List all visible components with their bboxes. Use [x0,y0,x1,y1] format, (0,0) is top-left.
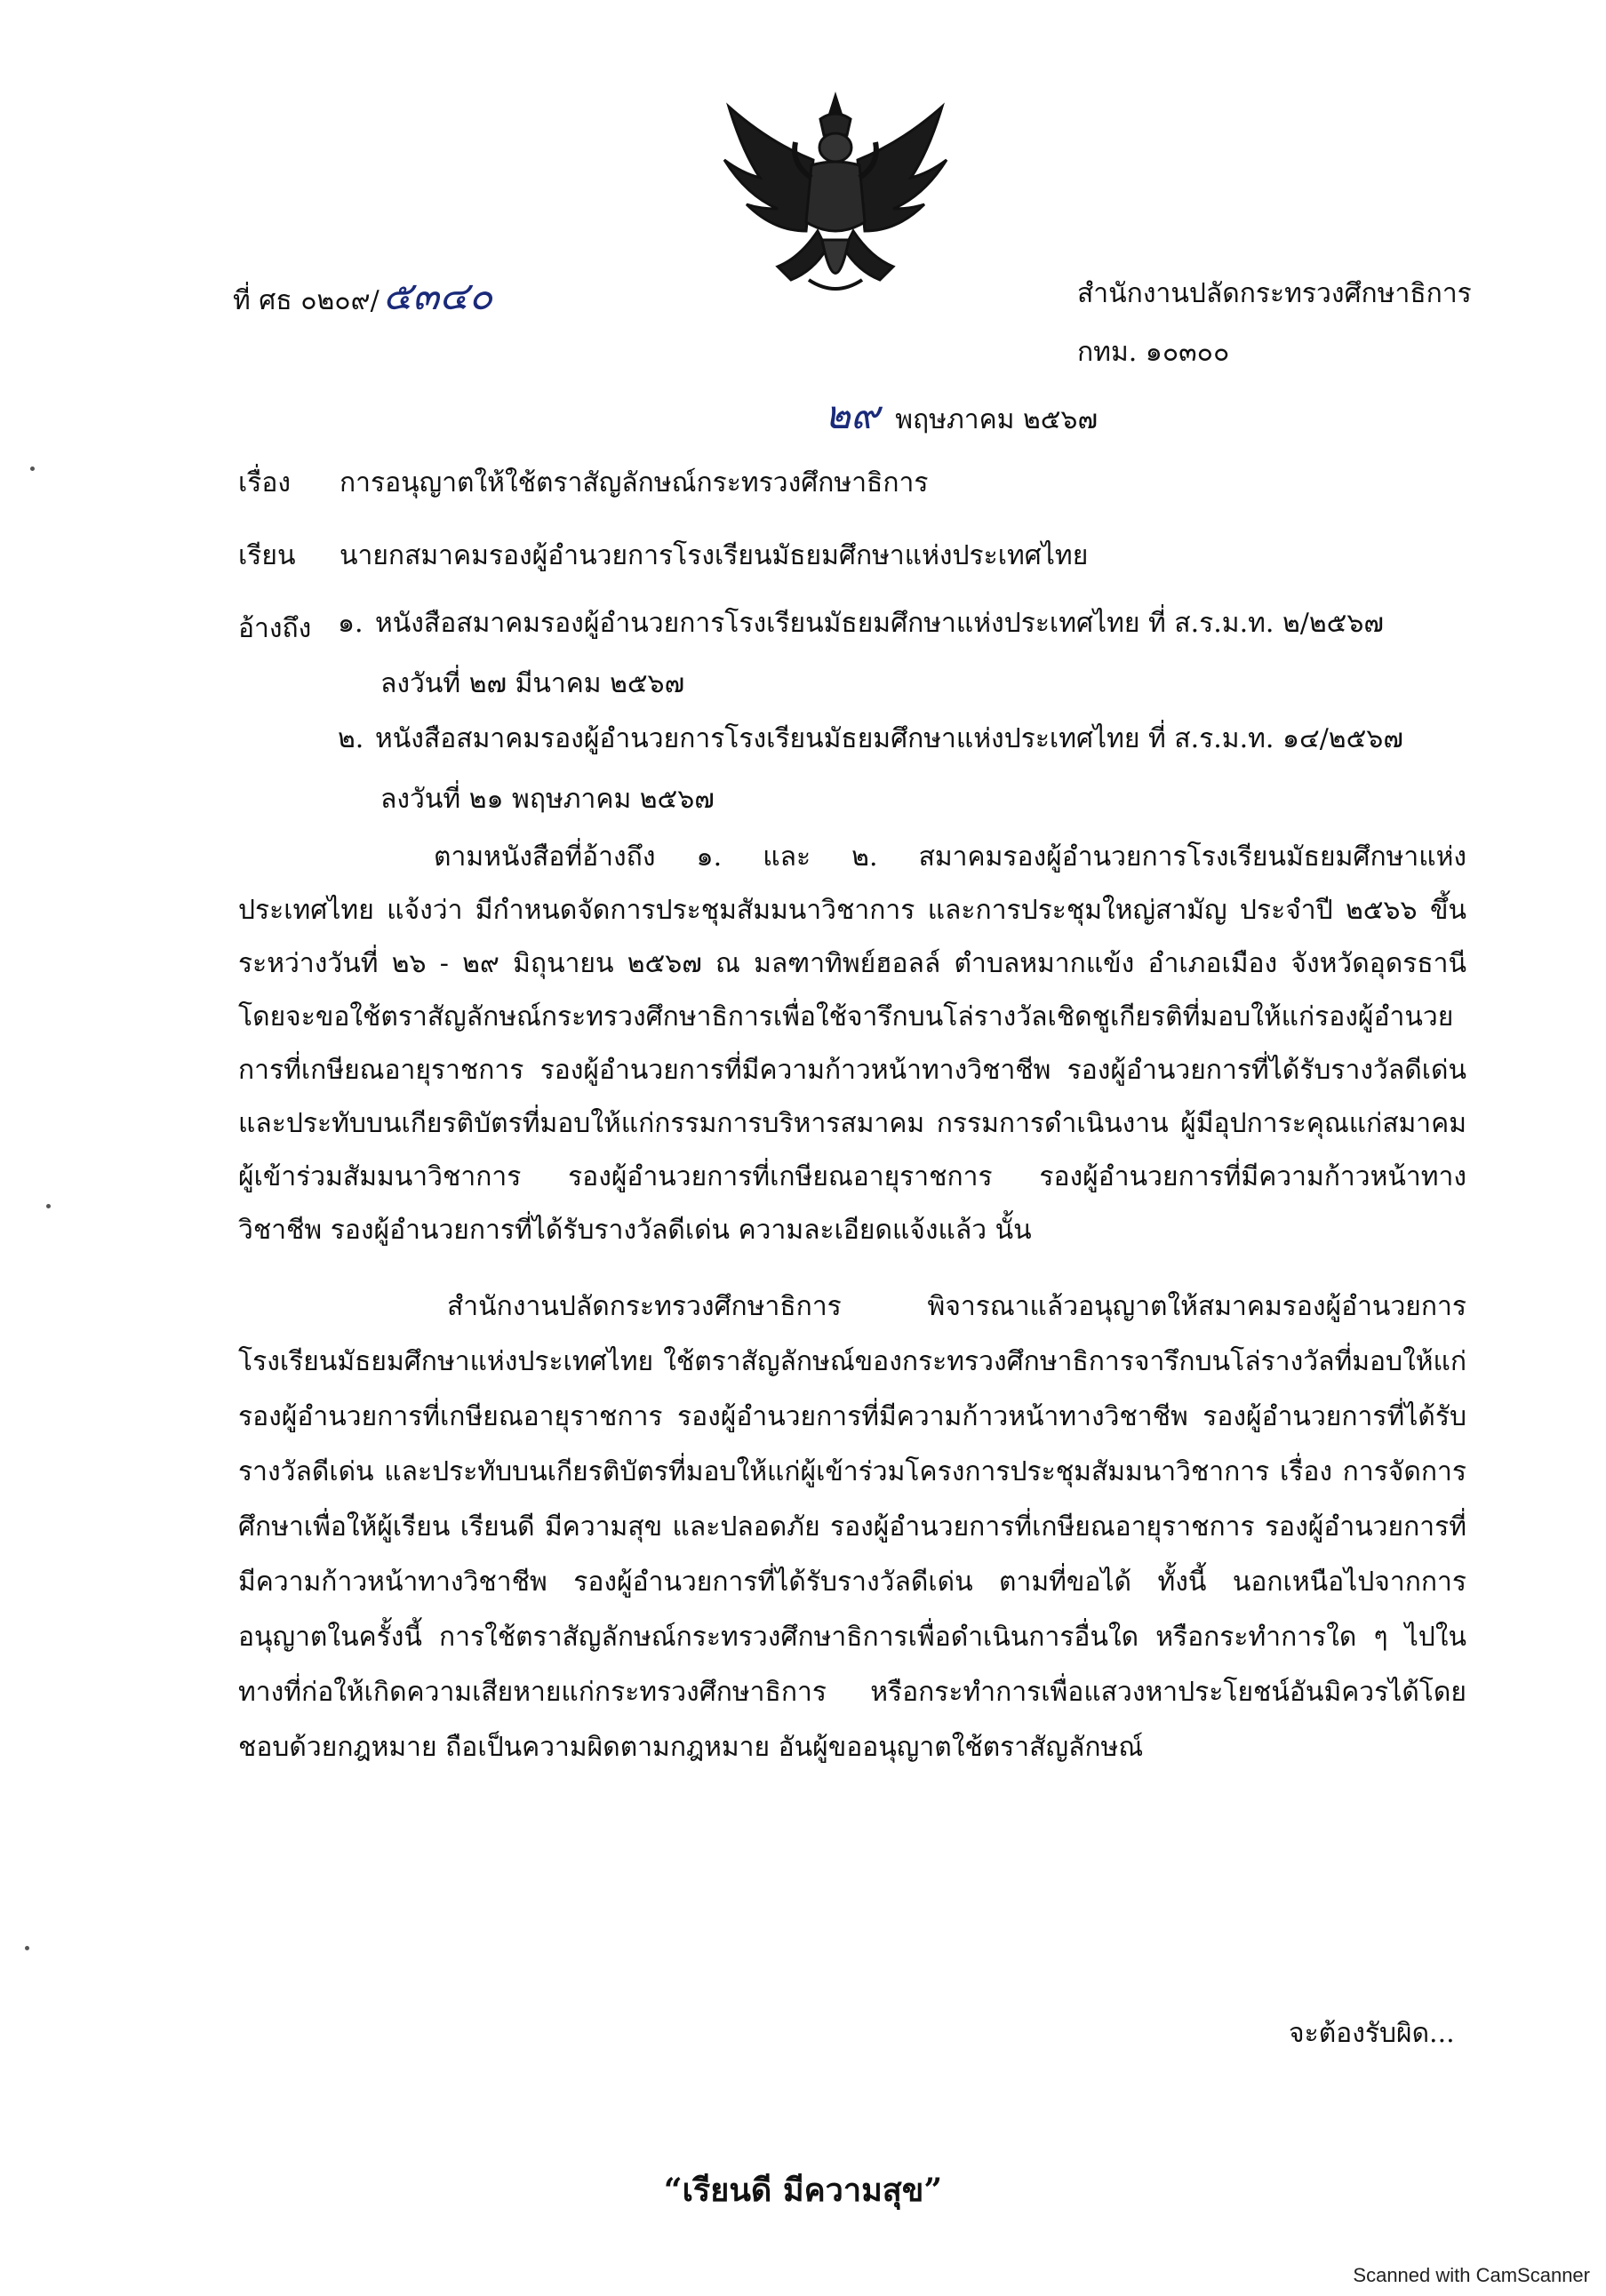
scanner-watermark: Scanned with CamScanner [1353,2264,1590,2286]
reference-number: ๒. [338,723,364,754]
references-label: อ้างถึง [238,613,312,644]
organization-postcode: กทม. ๑๐๓๐๐ [1077,337,1230,368]
reference-number: ๑. [338,608,364,639]
document-number-handwritten: ๕๓๔๐ [382,274,493,319]
document-number-prefix: ที่ ศธ ๐๒๐๙/ [233,285,380,316]
garuda-emblem-icon [707,89,964,311]
issuing-organization [1077,265,1472,382]
ministry-motto: “เรียนดี มีความสุข” [663,2172,943,2209]
reference-line: หนังสือสมาคมรองผู้อำนวยการโรงเรียนมัธยมศึกษาแห่งประเทศไทย ที่ ส.ร.ม.ท. ๑๔/๒๕๖๗ [375,723,1403,754]
continuation-marker: จะต้องรับผิด... [1289,2018,1455,2049]
body-paragraph-2: สำนักงานปลัดกระทรวงศึกษาธิการ พิจารณาแล้วอนุญาตให้สมาคมรองผู้อำนวยการโรงเรียนมัธยมศึกษาแห่งประเทศไทย ใช้ตราสัญลักษณ์ของกระทรวงศึกษาธิการจารึกบนโล่รางวัลที่มอบให้แก่รองผู้อำนวยการที่เกษียณอายุราชการ รองผู้อำนวยการที่มีความก้าวหน้าทางวิชาชีพ รองผู้อำนวยการที่ได้รับรางวัลดีเด่น และประทับบนเกียรติบัตรที่มอบให้แก่ผู้เข้าร่วมโครงการประชุมสัมมนาวิชาการ เรื่อง การจัดการศึกษาเพื่อให้ผู้เรียน เรียนดี มีความสุข และปลอดภัย รองผู้อำนวยการที่เกษียณอายุราชการ รองผู้อำนวยการที่มีความก้าวหน้าทางวิชาชีพ รองผู้อำนวยการที่ได้รับรางวัลดีเด่น ตามที่ขอได้ ทั้งนี้ นอกเหนือไปจากการอนุญาตในครั้งนี้ การใช้ตราสัญลักษณ์กระทรวงศึกษาธิการเพื่อดำเนินการอื่นใด หรือกระทำการใด ๆ ไปในทางที่ก่อให้เกิดความเสียหายแก่กระทรวงศึกษาธิการ หรือกระทำการเพื่อแสวงหาประโยชน์อันมิควรได้โดยชอบด้วยกฎหมาย ถือเป็นความผิดตามกฎหมาย อันผู้ขออนุญาตใช้ตราสัญลักษณ์ [238,1291,1466,1763]
subject-label: เรื่อง [238,467,292,498]
organization-name: สำนักงานปลัดกระทรวงศึกษาธิการ [1077,278,1472,309]
body-paragraph-1: ตามหนังสือที่อ้างถึง ๑. และ ๒. สมาคมรองผู้อำนวยการโรงเรียนมัธยมศึกษาแห่งประเทศไทย แจ้งว่า มีกำหนดจัดการประชุมสัมมนาวิชาการ และการประชุมใหญ่สามัญ ประจำปี ๒๕๖๖ ขึ้นระหว่างวันที่ ๒๖ - ๒๙ มิถุนายน ๒๕๖๗ ณ มลฑาทิพย์ฮอลล์ ตำบลหมากแข้ง อำเภอเมือง จังหวัดอุดรธานี โดยจะขอใช้ตราสัญลักษณ์กระทรวงศึกษาธิการเพื่อใช้จารึกบนโล่รางวัลเชิดชูเกียรติที่มอบให้แก่รองผู้อำนวยการที่เกษียณอายุราชการ รองผู้อำนวยการที่มีความก้าวหน้าทางวิชาชีพ รองผู้อำนวยการที่ได้รับรางวัลดีเด่น และประทับบนเกียรติบัตรที่มอบให้แก่กรรมการบริหารสมาคม กรรมการดำเนินงาน ผู้มีอุปการะคุณแก่สมาคม ผู้เข้าร่วมสัมมนาวิชาการ รองผู้อำนวยการที่เกษียณอายุราชการ รองผู้อำนวยการที่มีความก้าวหน้าทางวิชาชีพ รองผู้อำนวยการที่ได้รับรางวัลดีเด่น ความละเอียดแจ้งแล้ว นั้น [238,841,1466,1246]
scan-speck [30,466,35,471]
subject-text: การอนุญาตให้ใช้ตราสัญลักษณ์กระทรวงศึกษาธิการ [340,467,929,498]
recipient-text: นายกสมาคมรองผู้อำนวยการโรงเรียนมัธยมศึกษาแห่งประเทศไทย [340,540,1089,571]
scan-speck [25,1946,29,1950]
reference-item [338,594,1466,714]
reference-date: ลงวันที่ ๒๑ พฤษภาคม ๒๕๖๗ [380,784,715,815]
document-number [233,265,492,327]
reference-date: ลงวันที่ ๒๗ มีนาคม ๒๕๖๗ [380,668,685,699]
scan-speck [46,1204,51,1208]
date-month-year: พฤษภาคม ๒๕๖๗ [895,404,1099,435]
reference-item [338,709,1466,830]
reference-line: หนังสือสมาคมรองผู้อำนวยการโรงเรียนมัธยมศึกษาแห่งประเทศไทย ที่ ส.ร.ม.ท. ๒/๒๕๖๗ [375,608,1384,639]
recipient-label: เรียน [238,540,296,571]
letter-date [825,384,1098,446]
date-day-handwritten: ๒๙ [825,393,880,438]
